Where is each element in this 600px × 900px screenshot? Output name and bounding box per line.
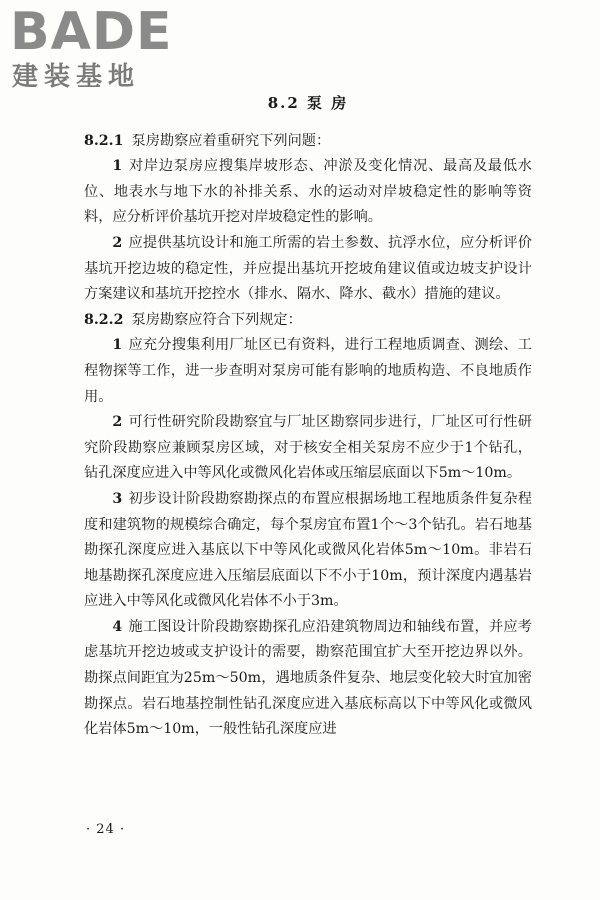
item-text: 初步设计阶段勘察勘探点的布置应根据场地工程地质条件复杂程度和建筑物的规模综合确定，每个泵房宜布置1个～3个钻孔。岩石地基勘探孔深度应进入基底以下中等风化或微风化岩体5m～10m。非岩石地基勘探孔深度应进入压缩层底面以下不小于10m，预计深度内遇基岩应进入中等风化或微风化岩体不小于3m。 — [84, 490, 532, 610]
clause-heading — [84, 129, 532, 155]
item-text: 应充分搜集利用厂址区已有资料，进行工程地质调查、测绘、工程物探等工作，进一步查明对泵房可能有影响的地质构造、不良地质作用。 — [84, 337, 532, 405]
logo-main-text: BADE — [10, 2, 173, 62]
item-number: 4 — [112, 618, 123, 635]
item-number: 2 — [112, 234, 123, 251]
clause-number: 8.2.2 — [84, 311, 124, 328]
item-number: 1 — [112, 158, 123, 175]
page-number: · 24 · — [86, 822, 126, 837]
item-text: 应提供基坑设计和施工所需的岩土参数、抗浮水位，应分析评价基坑开挖边坡的稳定性，并应提出基坑开挖坡角建议值或边坡支护设计方案建议和基坑开挖控水（排水、隔水、降水、截水）措施的建议。 — [84, 234, 532, 303]
bade-logo — [10, 2, 180, 96]
item-number: 1 — [112, 337, 123, 354]
clause-item — [84, 231, 532, 308]
clause-heading — [84, 308, 532, 334]
clause-text: 泵房勘察应符合下列规定： — [131, 311, 302, 328]
clause-item — [84, 154, 532, 231]
clause-item — [84, 615, 532, 743]
item-text: 施工图设计阶段勘察勘探孔应沿建筑物周边和轴线布置，并应考虑基坑开挖边坡或支护设计的需要，勘察范围宜扩大至开挖边界以外。勘探点间距宜为25m～50m，遇地质条件复杂、地层变化较大时宜加密勘探点。岩石地基控制性钻孔深度应进入基底标高以下中等风化或微风化岩体5m～10m，一般性钻孔深度应进 — [84, 618, 532, 738]
clause-text: 泵房勘察应着重研究下列问题： — [131, 132, 331, 149]
clause-item — [84, 333, 532, 410]
item-number: 2 — [112, 414, 123, 431]
clause-item — [84, 410, 532, 487]
document-body — [84, 91, 532, 743]
clause-item — [84, 487, 532, 615]
section-title: 8.2 泵 房 — [267, 94, 349, 112]
logo-sub-text: 建装基地 — [12, 62, 141, 92]
item-number: 3 — [112, 490, 123, 507]
item-text: 可行性研究阶段勘察宜与厂址区勘察同步进行，厂址区可行性研究阶段勘察应兼顾泵房区域，对于核安全相关泵房不应少于1个钻孔，钻孔深度应进入中等风化或微风化岩体或压缩层底面以下5m～10m。 — [84, 414, 532, 482]
clause-number: 8.2.1 — [84, 132, 124, 149]
item-text: 对岸边泵房应搜集岸坡形态、冲淤及变化情况、最高及最低水位、地表水与地下水的补排关系、水的运动对岸坡稳定性的影响等资料，应分析评价基坑开挖对岸坡稳定性的影响。 — [84, 158, 532, 226]
